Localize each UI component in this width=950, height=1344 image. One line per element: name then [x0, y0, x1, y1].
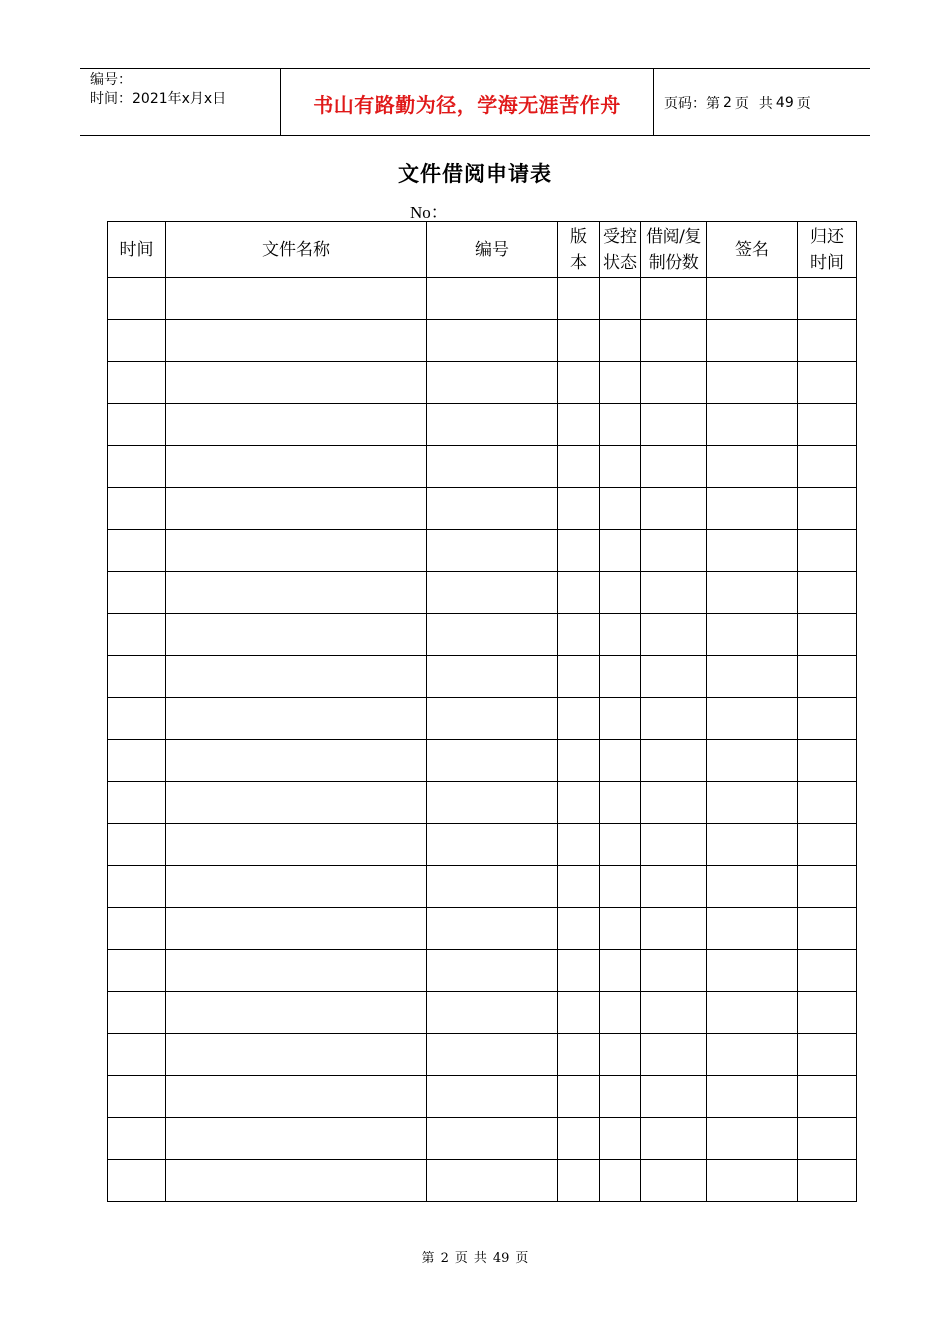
table-cell[interactable] [798, 446, 857, 488]
table-cell[interactable] [641, 908, 707, 950]
table-cell[interactable] [166, 824, 427, 866]
table-cell[interactable] [641, 488, 707, 530]
table-cell[interactable] [108, 908, 166, 950]
table-cell[interactable] [108, 698, 166, 740]
table-cell[interactable] [166, 1076, 427, 1118]
column-header-return-time: 归还 时间 [798, 222, 857, 278]
header-page-current: 2 [723, 95, 732, 111]
table-cell[interactable] [707, 614, 798, 656]
table-cell[interactable] [558, 698, 600, 740]
table-cell[interactable] [600, 908, 641, 950]
table-cell[interactable] [558, 992, 600, 1034]
table-cell[interactable] [641, 698, 707, 740]
header-total-unit: 页 [796, 96, 811, 112]
table-cell[interactable] [707, 572, 798, 614]
table-cell[interactable] [108, 530, 166, 572]
table-cell[interactable] [108, 1160, 166, 1202]
table-cell[interactable] [707, 446, 798, 488]
table-cell[interactable] [707, 404, 798, 446]
table-cell[interactable] [798, 278, 857, 320]
table-cell[interactable] [641, 1118, 707, 1160]
header-time [90, 90, 280, 109]
footer-total-pages: 49 [492, 1251, 510, 1266]
table-cell[interactable] [166, 656, 427, 698]
table-row [108, 866, 857, 908]
table-cell[interactable] [427, 404, 558, 446]
table-cell[interactable] [798, 572, 857, 614]
table-cell[interactable] [798, 698, 857, 740]
table-cell[interactable] [798, 824, 857, 866]
table-cell[interactable] [798, 740, 857, 782]
table-cell[interactable] [707, 1076, 798, 1118]
column-header-code: 编号 [427, 222, 558, 278]
table-cell[interactable] [427, 782, 558, 824]
table-cell[interactable] [108, 572, 166, 614]
table-cell[interactable] [427, 698, 558, 740]
table-row [108, 320, 857, 362]
table-cell[interactable] [798, 320, 857, 362]
table-cell[interactable] [166, 908, 427, 950]
footer-total-label: 共 [473, 1251, 487, 1266]
table-cell[interactable] [108, 614, 166, 656]
table-cell[interactable] [427, 908, 558, 950]
table-cell[interactable] [166, 1160, 427, 1202]
footer-current-page: 2 [440, 1251, 449, 1266]
table-cell[interactable] [600, 614, 641, 656]
table-cell[interactable] [427, 278, 558, 320]
table-cell[interactable] [108, 404, 166, 446]
header-time-label: 时间： [90, 91, 132, 107]
table-cell[interactable] [600, 572, 641, 614]
table-cell[interactable] [641, 530, 707, 572]
table-cell[interactable] [166, 698, 427, 740]
table-cell[interactable] [600, 866, 641, 908]
table-cell[interactable] [707, 782, 798, 824]
table-cell[interactable] [798, 1034, 857, 1076]
table-cell[interactable] [166, 1118, 427, 1160]
table-cell[interactable] [427, 1034, 558, 1076]
footer-suffix: 页 [515, 1251, 529, 1266]
table-cell[interactable] [166, 320, 427, 362]
table-cell[interactable] [641, 992, 707, 1034]
table-cell[interactable] [798, 530, 857, 572]
column-header-version: 版 本 [558, 222, 600, 278]
table-cell[interactable] [600, 488, 641, 530]
table-cell[interactable] [558, 614, 600, 656]
table-cell[interactable] [641, 656, 707, 698]
table-cell[interactable] [108, 362, 166, 404]
table-cell[interactable] [558, 572, 600, 614]
table-cell[interactable] [558, 1160, 600, 1202]
table-cell[interactable] [108, 782, 166, 824]
table-cell[interactable] [798, 1118, 857, 1160]
table-cell[interactable] [558, 446, 600, 488]
table-cell[interactable] [166, 1034, 427, 1076]
table-cell[interactable] [600, 530, 641, 572]
table-cell[interactable] [558, 866, 600, 908]
table-row [108, 824, 857, 866]
header-time-value: 2021年x月x日 [132, 91, 227, 107]
table-cell[interactable] [427, 614, 558, 656]
table-row [108, 698, 857, 740]
table-body [108, 278, 857, 1202]
table-cell[interactable] [166, 404, 427, 446]
table-cell[interactable] [707, 362, 798, 404]
table-cell[interactable] [600, 698, 641, 740]
table-cell[interactable] [707, 1160, 798, 1202]
table-cell[interactable] [558, 1118, 600, 1160]
table-cell[interactable] [558, 656, 600, 698]
table-cell[interactable] [641, 950, 707, 992]
table-cell[interactable] [427, 530, 558, 572]
table-cell[interactable] [427, 572, 558, 614]
table-row [108, 572, 857, 614]
table-cell[interactable] [166, 950, 427, 992]
table-cell[interactable] [641, 824, 707, 866]
table-cell[interactable] [641, 362, 707, 404]
table-cell[interactable] [558, 740, 600, 782]
table-cell[interactable] [707, 740, 798, 782]
header-page-label: 页码：第 [664, 96, 720, 112]
table-cell[interactable] [166, 446, 427, 488]
table-cell[interactable] [707, 866, 798, 908]
table-cell[interactable] [558, 824, 600, 866]
table-cell[interactable] [798, 782, 857, 824]
table-cell[interactable] [108, 950, 166, 992]
table-cell[interactable] [600, 1118, 641, 1160]
table-cell[interactable] [707, 320, 798, 362]
table-cell[interactable] [600, 1034, 641, 1076]
table-cell[interactable] [707, 992, 798, 1034]
table-cell[interactable] [600, 740, 641, 782]
table-cell[interactable] [558, 278, 600, 320]
table-cell[interactable] [641, 614, 707, 656]
table-cell[interactable] [798, 1076, 857, 1118]
table-cell[interactable] [427, 824, 558, 866]
table-row [108, 740, 857, 782]
table-cell[interactable] [166, 488, 427, 530]
table-row [108, 446, 857, 488]
table-cell[interactable] [427, 1160, 558, 1202]
table-cell[interactable] [641, 572, 707, 614]
table-row [108, 362, 857, 404]
table-cell[interactable] [641, 320, 707, 362]
table-row [108, 278, 857, 320]
table-cell[interactable] [798, 908, 857, 950]
table-cell[interactable] [108, 740, 166, 782]
table-cell[interactable] [427, 446, 558, 488]
table-cell[interactable] [798, 866, 857, 908]
table-cell[interactable] [798, 362, 857, 404]
header-page-info [654, 69, 870, 135]
table-cell[interactable] [707, 278, 798, 320]
table-cell[interactable] [600, 446, 641, 488]
header-page-total: 49 [775, 95, 794, 111]
table-cell[interactable] [108, 1076, 166, 1118]
table-row [108, 1160, 857, 1202]
table-cell[interactable] [641, 782, 707, 824]
table-row [108, 1076, 857, 1118]
header-total-label: 共 [758, 96, 773, 112]
table-cell[interactable] [641, 1034, 707, 1076]
table-cell[interactable] [600, 404, 641, 446]
table-cell[interactable] [166, 530, 427, 572]
column-header-time: 时间 [108, 222, 166, 278]
document-number: No： [410, 203, 448, 222]
table-cell[interactable] [600, 992, 641, 1034]
column-header-control-status: 受控 状态 [600, 222, 641, 278]
table-cell[interactable] [427, 362, 558, 404]
table-cell[interactable] [108, 866, 166, 908]
table-cell[interactable] [798, 488, 857, 530]
table-cell[interactable] [427, 1076, 558, 1118]
table-cell[interactable] [558, 908, 600, 950]
page-footer [0, 1247, 950, 1266]
table-cell[interactable] [641, 866, 707, 908]
table-cell[interactable] [641, 1076, 707, 1118]
table-row [108, 404, 857, 446]
borrow-request-table [107, 221, 857, 1202]
table-cell[interactable] [558, 1034, 600, 1076]
table-cell[interactable] [600, 320, 641, 362]
table-cell[interactable] [427, 866, 558, 908]
table-header-row [108, 222, 857, 278]
page-title: 文件借阅申请表 [398, 162, 552, 186]
table-cell[interactable] [707, 908, 798, 950]
table-cell[interactable] [707, 530, 798, 572]
table-cell[interactable] [641, 1160, 707, 1202]
table-cell[interactable] [108, 446, 166, 488]
table-cell[interactable] [108, 488, 166, 530]
table-cell[interactable] [600, 782, 641, 824]
footer-prefix: 第 [421, 1251, 435, 1266]
table-cell[interactable] [707, 950, 798, 992]
table-cell[interactable] [558, 782, 600, 824]
table-cell[interactable] [798, 950, 857, 992]
table-cell[interactable] [108, 278, 166, 320]
table-cell[interactable] [641, 446, 707, 488]
table-cell[interactable] [108, 1118, 166, 1160]
table-cell[interactable] [798, 404, 857, 446]
table-cell[interactable] [166, 362, 427, 404]
table-cell[interactable] [108, 824, 166, 866]
table-cell[interactable] [558, 530, 600, 572]
table-row [108, 1118, 857, 1160]
table-cell[interactable] [427, 1118, 558, 1160]
table-row [108, 782, 857, 824]
table-cell[interactable] [641, 740, 707, 782]
column-header-signature: 签名 [707, 222, 798, 278]
table-cell[interactable] [798, 992, 857, 1034]
table-cell[interactable] [798, 614, 857, 656]
table-row [108, 488, 857, 530]
table-cell[interactable] [108, 992, 166, 1034]
table-cell[interactable] [166, 278, 427, 320]
table-cell[interactable] [427, 740, 558, 782]
column-header-copies: 借阅/复 制份数 [641, 222, 707, 278]
table-cell[interactable] [600, 656, 641, 698]
table-cell[interactable] [427, 488, 558, 530]
table-cell[interactable] [600, 362, 641, 404]
header-number: 编号： [90, 72, 132, 88]
header-page-unit: 页 [734, 96, 749, 112]
table-cell[interactable] [166, 782, 427, 824]
table-cell[interactable] [641, 404, 707, 446]
table-row [108, 614, 857, 656]
table-cell[interactable] [558, 950, 600, 992]
table-cell[interactable] [166, 614, 427, 656]
table-cell[interactable] [798, 656, 857, 698]
header-meta [80, 69, 281, 135]
table-cell[interactable] [427, 992, 558, 1034]
table-cell[interactable] [600, 1076, 641, 1118]
header-motto: 书山有路勤为径，学海无涯苦作舟 [281, 69, 654, 135]
table-row [108, 992, 857, 1034]
table-cell[interactable] [707, 824, 798, 866]
table-cell[interactable] [108, 656, 166, 698]
table-cell[interactable] [558, 488, 600, 530]
table-cell[interactable] [600, 278, 641, 320]
table-cell[interactable] [427, 950, 558, 992]
table-cell[interactable] [166, 572, 427, 614]
table-row [108, 530, 857, 572]
table-cell[interactable] [166, 866, 427, 908]
table-row [108, 950, 857, 992]
table-cell[interactable] [600, 950, 641, 992]
table-row [108, 1034, 857, 1076]
table-cell[interactable] [600, 824, 641, 866]
table-cell[interactable] [707, 698, 798, 740]
table-row [108, 908, 857, 950]
table-cell[interactable] [166, 992, 427, 1034]
table-cell[interactable] [707, 656, 798, 698]
table-cell[interactable] [427, 656, 558, 698]
table-cell[interactable] [108, 320, 166, 362]
table-cell[interactable] [600, 1160, 641, 1202]
table-cell[interactable] [558, 362, 600, 404]
table-cell[interactable] [707, 1118, 798, 1160]
table-cell[interactable] [641, 278, 707, 320]
table-cell[interactable] [558, 404, 600, 446]
footer-page-unit: 页 [454, 1251, 468, 1266]
table-cell[interactable] [707, 488, 798, 530]
table-cell[interactable] [427, 320, 558, 362]
column-header-file-name: 文件名称 [166, 222, 427, 278]
table-cell[interactable] [108, 1034, 166, 1076]
table-cell[interactable] [558, 1076, 600, 1118]
table-cell[interactable] [707, 1034, 798, 1076]
table-cell[interactable] [798, 1160, 857, 1202]
page-header [80, 68, 870, 136]
table-cell[interactable] [166, 740, 427, 782]
table-cell[interactable] [558, 320, 600, 362]
table-row [108, 656, 857, 698]
